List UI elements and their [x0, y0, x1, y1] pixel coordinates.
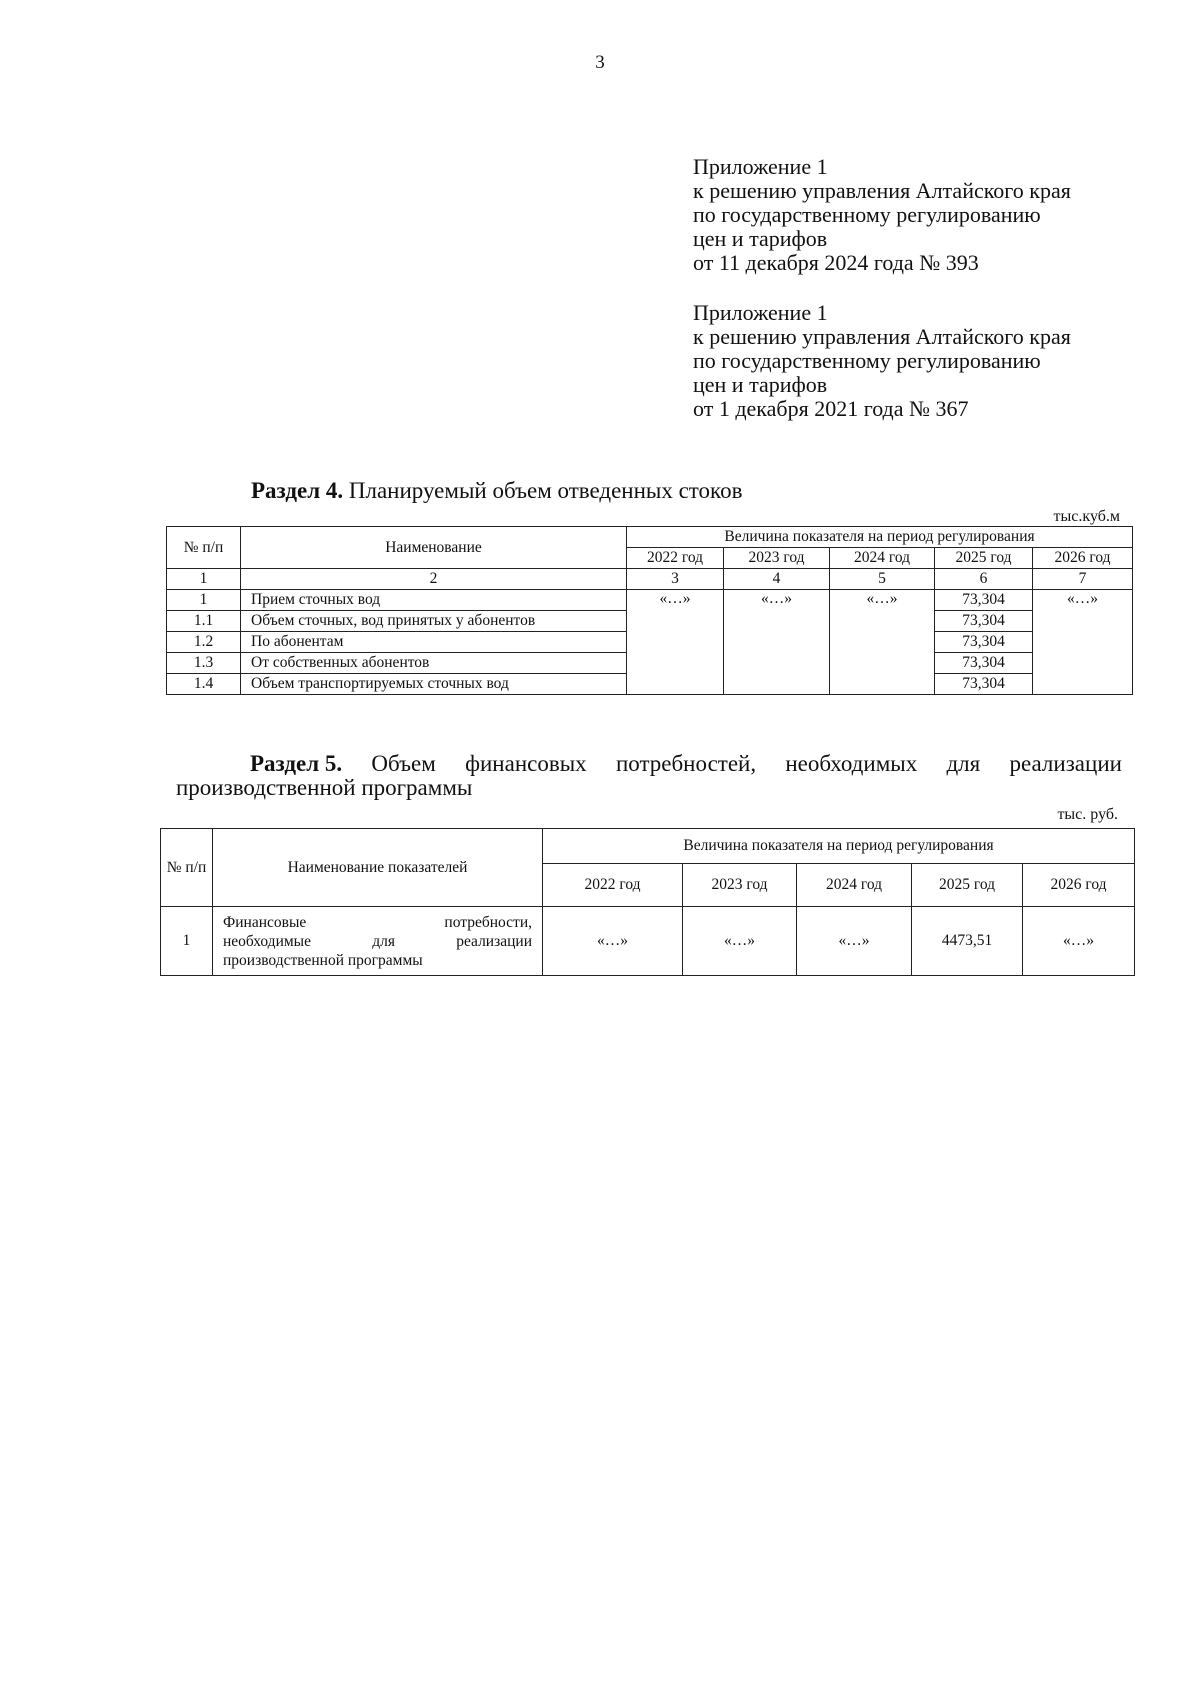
- appendix-line: цен и тарифов: [693, 226, 828, 251]
- appendix-line: Приложение 1: [693, 300, 828, 325]
- section5-title-word: реализации: [1009, 751, 1122, 776]
- appendix-line: от 1 декабря 2021 года № 367: [693, 396, 969, 421]
- section5-title-line2: производственной программы: [176, 775, 473, 800]
- row-num: 1.3: [167, 653, 241, 674]
- section5-label: Раздел 5.: [250, 751, 343, 776]
- col-group-header: Величина показателя на период регулирования: [627, 527, 1133, 548]
- section5-title-word: финансовых: [465, 751, 587, 776]
- col-index: 5: [830, 569, 935, 590]
- appendix-current-header: [693, 155, 1071, 275]
- row-name: Объем сточных, вод принятых у абонентов: [241, 611, 627, 632]
- section4-title: Планируемый объем отведенных стоков: [348, 478, 743, 503]
- value-2025: 73,304: [935, 590, 1033, 611]
- row-name: От собственных абонентов: [241, 653, 627, 674]
- value-2026: «…»: [1033, 590, 1133, 695]
- value-2025: 73,304: [935, 653, 1033, 674]
- section5-unit: тыс. руб.: [1057, 806, 1118, 823]
- row-name: По абонентам: [241, 632, 627, 653]
- table-row: [161, 907, 1135, 976]
- row-name-word: Финансовые: [223, 913, 307, 931]
- row-name: Объем транспортируемых сточных вод: [241, 674, 627, 695]
- col-index: 3: [627, 569, 724, 590]
- section4-unit: тыс.куб.м: [1053, 508, 1120, 525]
- col-group-header: Величина показателя на период регулирования: [543, 829, 1135, 864]
- appendix-line: по государственному регулированию: [693, 348, 1041, 373]
- col-index: 4: [724, 569, 830, 590]
- year-header: 2026 год: [1023, 864, 1135, 907]
- value-2026: «…»: [1023, 907, 1135, 976]
- page-number: 3: [595, 52, 605, 73]
- appendix-line: от 11 декабря 2024 года № 393: [693, 250, 979, 275]
- col-num-header: № п/п: [167, 527, 241, 569]
- value-2023: «…»: [724, 590, 830, 695]
- year-header: 2025 год: [912, 864, 1023, 907]
- year-header: 2023 год: [724, 548, 830, 569]
- value-2022: «…»: [627, 590, 724, 695]
- value-2024: «…»: [830, 590, 935, 695]
- col-index: 2: [241, 569, 627, 590]
- year-header: 2025 год: [935, 548, 1033, 569]
- col-index: 7: [1033, 569, 1133, 590]
- appendix-line: Приложение 1: [693, 154, 828, 179]
- col-name-header: Наименование: [241, 527, 627, 569]
- col-name-header: Наименование показателей: [213, 829, 543, 907]
- section5-table: [160, 828, 1135, 976]
- row-num: 1.2: [167, 632, 241, 653]
- row-num: 1.4: [167, 674, 241, 695]
- row-name-line: производственной программы: [223, 951, 423, 969]
- appendix-line: к решению управления Алтайского края: [693, 324, 1071, 349]
- section5-title-word: необходимых: [785, 751, 918, 776]
- table-row: [167, 590, 1133, 611]
- row-name-word: потребности,: [444, 913, 532, 931]
- year-header: 2022 год: [543, 864, 683, 907]
- row-name: [213, 907, 543, 976]
- year-header: 2026 год: [1033, 548, 1133, 569]
- row-name-word: для: [372, 932, 395, 950]
- year-header: 2024 год: [797, 864, 912, 907]
- section4-table: [166, 526, 1133, 695]
- section5-title-word: потребностей,: [615, 751, 757, 776]
- section4-label: Раздел 4.: [251, 478, 344, 503]
- col-num-header: № п/п: [161, 829, 213, 907]
- section5-title-word: для: [946, 751, 981, 776]
- value-2022: «…»: [543, 907, 683, 976]
- appendix-line: по государственному регулированию: [693, 202, 1041, 227]
- year-header: 2022 год: [627, 548, 724, 569]
- year-header: 2023 год: [683, 864, 797, 907]
- row-num: 1: [167, 590, 241, 611]
- row-name-word: реализации: [456, 932, 532, 950]
- appendix-line: цен и тарифов: [693, 372, 828, 397]
- value-2025: 73,304: [935, 632, 1033, 653]
- appendix-line: к решению управления Алтайского края: [693, 178, 1071, 203]
- value-2025: 73,304: [935, 611, 1033, 632]
- col-index: 6: [935, 569, 1033, 590]
- row-name: Прием сточных вод: [241, 590, 627, 611]
- section5-heading: [176, 752, 1122, 800]
- value-2025: 73,304: [935, 674, 1033, 695]
- year-header: 2024 год: [830, 548, 935, 569]
- row-num: 1.1: [167, 611, 241, 632]
- value-2025: 4473,51: [912, 907, 1023, 976]
- section5-title-word: Объем: [371, 751, 436, 776]
- section4-heading: [251, 478, 742, 504]
- col-index: 1: [167, 569, 241, 590]
- value-2024: «…»: [797, 907, 912, 976]
- appendix-original-header: [693, 301, 1071, 421]
- value-2023: «…»: [683, 907, 797, 976]
- row-name-word: необходимые: [223, 932, 311, 950]
- row-num: 1: [161, 907, 213, 976]
